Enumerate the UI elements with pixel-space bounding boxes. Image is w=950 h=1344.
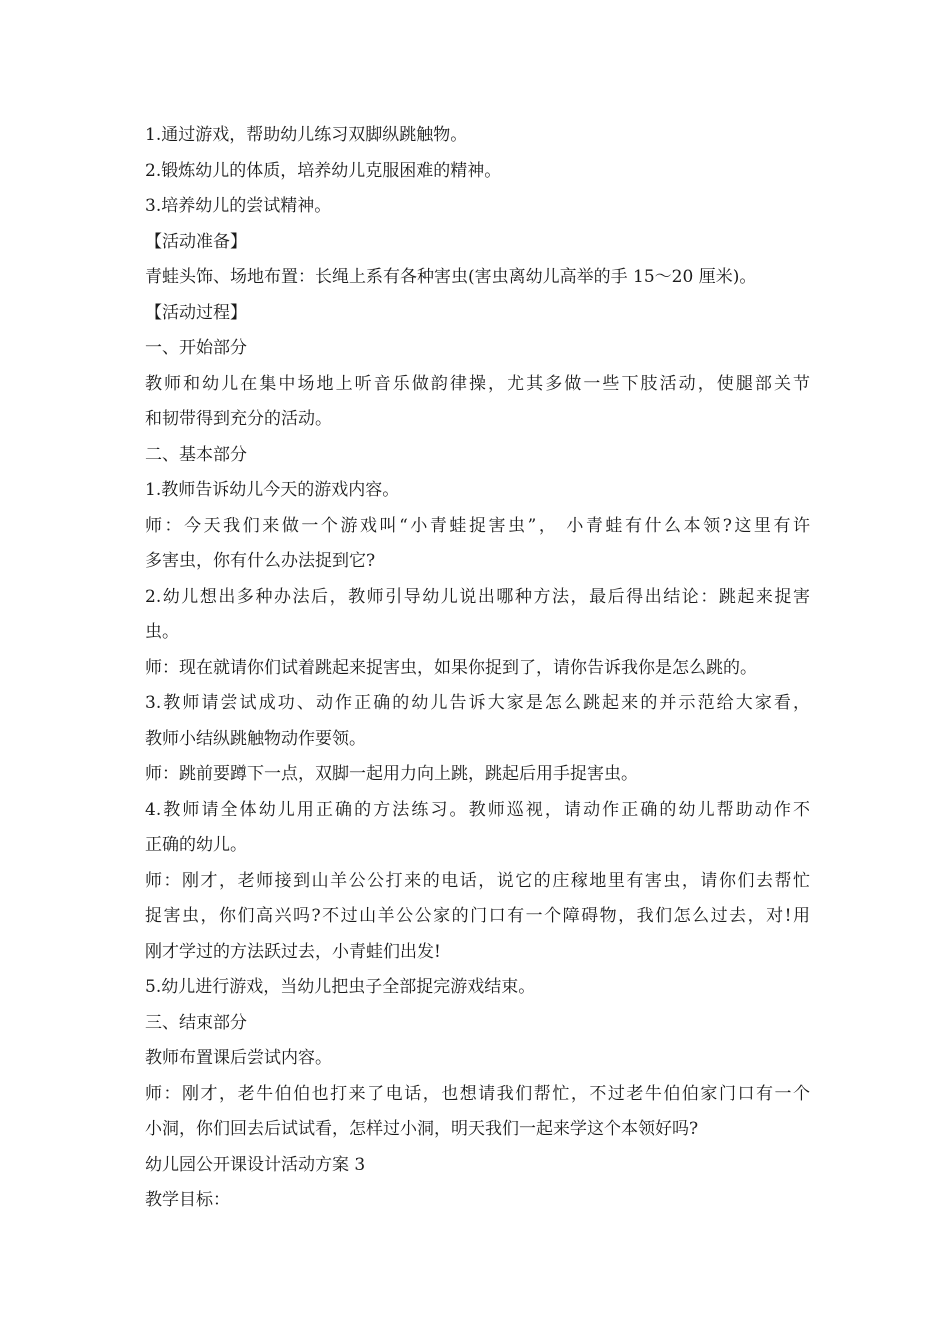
plan-title: 幼儿园公开课设计活动方案 3 [145, 1154, 366, 1175]
teaching-goals-heading: 教学目标： [145, 1190, 230, 1210]
step-item-1: 1.教师告诉幼儿今天的游戏内容。 [145, 480, 400, 500]
paragraph-line: 多害虫，你有什么办法捉到它? [145, 551, 376, 571]
subheading-basic: 二、基本部分 [145, 444, 247, 465]
goal-item-1: 1.通过游戏，帮助幼儿练习双脚纵跳触物。 [145, 125, 468, 145]
paragraph-line: 和韧带得到充分的活动。 [145, 409, 332, 429]
paragraph-line: 刚才学过的方法跃过去，小青蛙们出发! [145, 941, 441, 962]
step-item-4: 4.教师请全体幼儿用正确的方法练习。教师巡视，请动作正确的幼儿帮助动作不 [145, 799, 810, 820]
paragraph-line: 教师布置课后尝试内容。 [145, 1048, 332, 1068]
paragraph-line: 教师小结纵跳触物动作要领。 [145, 728, 366, 749]
step-item-3: 3.教师请尝试成功、动作正确的幼儿告诉大家是怎么跳起来的并示范给大家看， [145, 693, 810, 713]
document-body [145, 118, 810, 1219]
subheading-closing: 三、结束部分 [145, 1012, 247, 1033]
paragraph-line: 小洞，你们回去后试试看，怎样过小洞，明天我们一起来学这个本领好吗? [145, 1119, 699, 1139]
paragraph-line: 师：跳前要蹲下一点，双脚一起用力向上跳，跳起后用手捉害虫。 [145, 764, 638, 784]
paragraph-line: 教师和幼儿在集中场地上听音乐做韵律操，尤其多做一些下肢活动，使腿部关节 [145, 373, 810, 394]
goal-item-3: 3.培养幼儿的尝试精神。 [145, 196, 332, 216]
paragraph-line: 师：刚才，老师接到山羊公公打来的电话，说它的庄稼地里有害虫，请你们去帮忙 [145, 870, 810, 891]
section-heading-process: 【活动过程】 [145, 302, 247, 323]
paragraph-line: 捉害虫，你们高兴吗?不过山羊公公家的门口有一个障碍物，我们怎么过去，对!用 [145, 906, 810, 926]
paragraph-line: 师：今天我们来做一个游戏叫“小青蛙捉害虫”， 小青蛙有什么本领?这里有许 [145, 515, 810, 536]
paragraph-line: 虫。 [145, 622, 179, 642]
preparation-text: 青蛙头饰、场地布置：长绳上系有各种害虫(害虫离幼儿高举的手 15～20 厘米)。 [145, 267, 757, 287]
goal-item-2: 2.锻炼幼儿的体质，培养幼儿克服困难的精神。 [145, 160, 502, 181]
subheading-opening: 一、开始部分 [145, 338, 247, 358]
section-heading-preparation: 【活动准备】 [145, 231, 247, 252]
step-item-5: 5.幼儿进行游戏，当幼儿把虫子全部捉完游戏结束。 [145, 977, 536, 997]
step-item-2: 2.幼儿想出多种办法后，教师引导幼儿说出哪种方法，最后得出结论：跳起来捉害 [145, 586, 810, 607]
paragraph-line: 师：刚才，老牛伯伯也打来了电话，也想请我们帮忙，不过老牛伯伯家门口有一个 [145, 1083, 810, 1104]
paragraph-line: 正确的幼儿。 [145, 835, 247, 855]
paragraph-line: 师：现在就请你们试着跳起来捉害虫，如果你捉到了，请你告诉我你是怎么跳的。 [145, 657, 757, 678]
